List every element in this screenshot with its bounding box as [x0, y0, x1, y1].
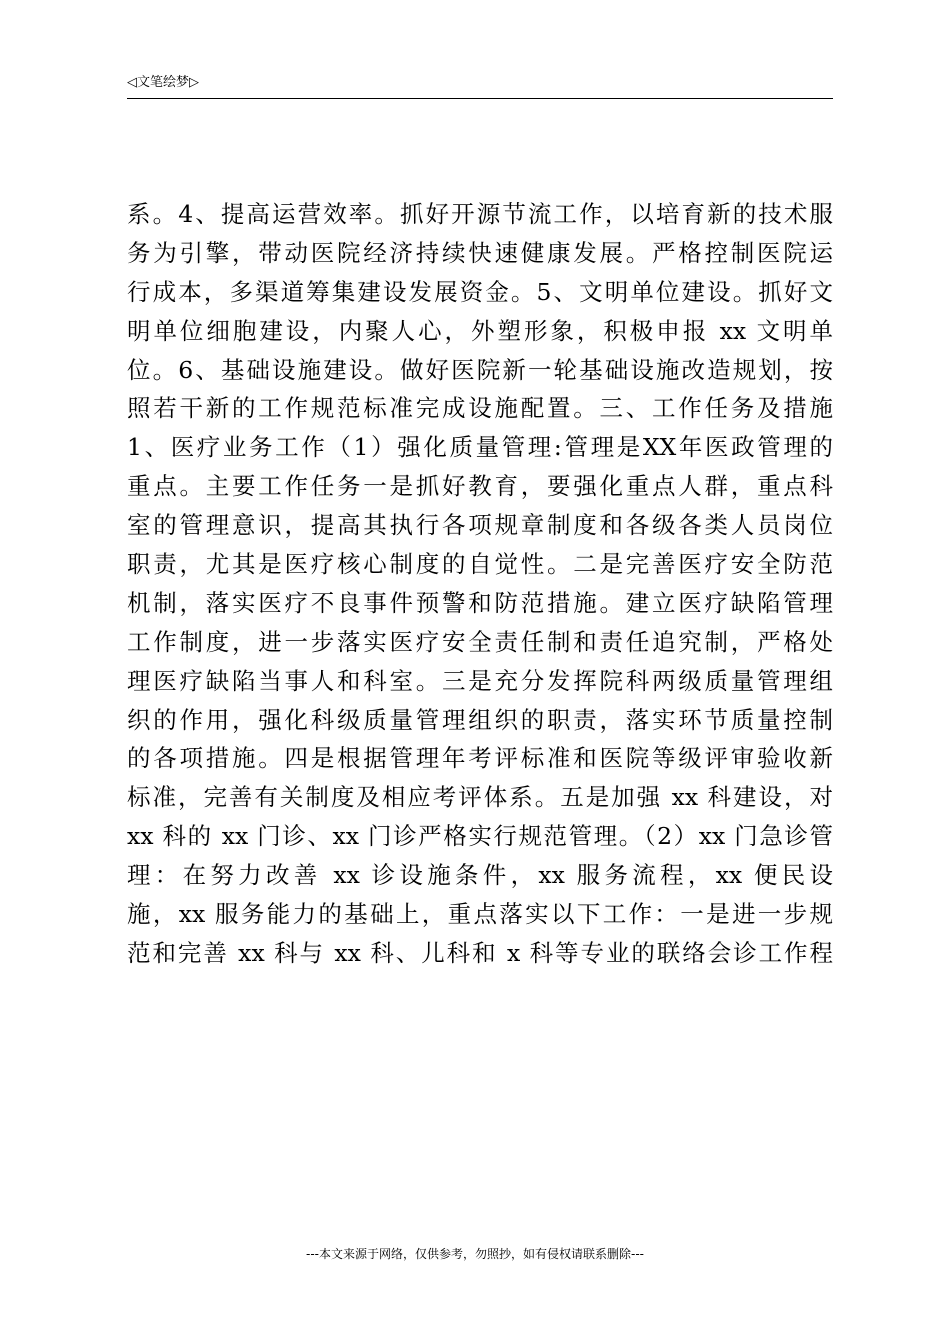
text-line: xx 科的 xx 门诊、xx 门诊严格实行规范管理。（2）xx 门急诊管	[127, 822, 833, 851]
text-line: 重点。主要工作任务一是抓好教育，要强化重点人群，重点科	[127, 472, 833, 501]
header-label: ◁文笔绘梦▷	[127, 75, 199, 90]
text-line: 1、医疗业务工作（1）强化质量管理:管理是XX年医政管理的	[127, 433, 833, 462]
text-line: 范和完善 xx 科与 xx 科、儿科和 x 科等专业的联络会诊工作程	[127, 938, 833, 967]
text-line: 位。6、基础设施建设。做好医院新一轮基础设施改造规划，按	[127, 355, 833, 384]
text-line: 织的作用，强化科级质量管理组织的职责，落实环节质量控制	[127, 705, 833, 734]
text-line: 的各项措施。四是根据管理年考评标准和医院等级评审验收新	[127, 744, 833, 773]
text-line: 系。4、提高运营效率。抓好开源节流工作，以培育新的技术服	[127, 200, 833, 228]
text-line: 理医疗缺陷当事人和科室。三是充分发挥院科两级质量管理组	[127, 666, 833, 695]
text-line: 务为引擎，带动医院经济持续快速健康发展。严格控制医院运	[127, 238, 833, 267]
page-header	[127, 72, 833, 99]
text-line: 职责，尤其是医疗核心制度的自觉性。二是完善医疗安全防范	[127, 550, 833, 579]
text-line: 明单位细胞建设，内聚人心，外塑形象，积极申报 xx 文明单	[127, 316, 833, 345]
text-line: 行成本，多渠道筹集建设发展资金。5、文明单位建设。抓好文	[127, 277, 833, 306]
text-line: 室的管理意识，提高其执行各项规章制度和各级各类人员岗位	[127, 511, 833, 540]
body-text	[127, 195, 833, 973]
text-line: 理：在努力改善 xx 诊设施条件，xx 服务流程，xx 便民设	[127, 861, 833, 890]
text-line: 施，xx 服务能力的基础上，重点落实以下工作：一是进一步规	[127, 900, 833, 929]
text-line: 机制，落实医疗不良事件预警和防范措施。建立医疗缺陷管理	[127, 588, 833, 617]
page-footer: ---本文来源于网络，仅供参考，勿照抄，如有侵权请联系删除---	[306, 1247, 644, 1261]
text-line: 标准，完善有关制度及相应考评体系。五是加强 xx 科建设，对	[127, 783, 833, 812]
text-line: 工作制度，进一步落实医疗安全责任制和责任追究制，严格处	[127, 627, 833, 656]
text-line: 照若干新的工作规范标准完成设施配置。三、工作任务及措施	[127, 394, 833, 423]
